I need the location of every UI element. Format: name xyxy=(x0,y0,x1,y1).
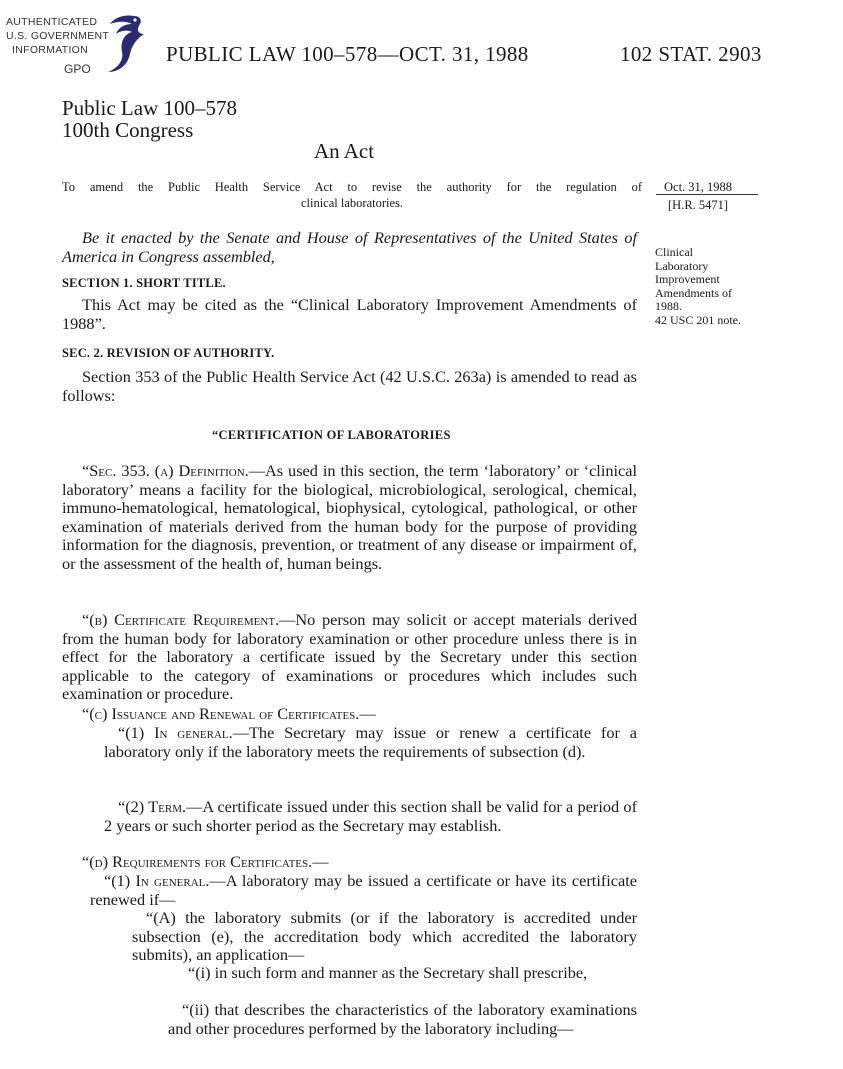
margin-bill-number: [H.R. 5471] xyxy=(668,198,729,212)
subsection-d xyxy=(62,853,637,872)
subsection-a-heading: “Sec. 353. (a) Definition. xyxy=(82,461,249,480)
running-head-statute: 102 STAT. 2903 xyxy=(620,42,762,66)
margin-date: Oct. 31, 1988 xyxy=(664,180,733,194)
certification-heading: “CERTIFICATION OF LABORATORIES xyxy=(212,428,451,442)
subsection-d-dash: — xyxy=(312,852,329,871)
running-head-law: PUBLIC LAW 100–578—OCT. 31, 1988 xyxy=(166,42,529,66)
paragraph-d1-text: —A laboratory may be issued a certificate or have its certificate renewed if— xyxy=(90,871,637,909)
paragraph-c2-text: —A certificate issued under this section shall be valid for a period of 2 years or such shorter period as the Secretary may establish. xyxy=(104,797,637,835)
margin-subject-line: Clinical xyxy=(655,245,693,259)
section-2-text: Section 353 of the Public Health Service Act (42 U.S.C. 263a) is amended to read as follows: xyxy=(62,367,637,405)
margin-subject-line: Amendments of xyxy=(655,285,732,300)
subsection-b xyxy=(62,611,637,704)
purpose-line-2: clinical laboratories. xyxy=(300,196,404,210)
paragraph-d1-heading: “(1) In general. xyxy=(104,871,210,890)
margin-subject-line: Laboratory xyxy=(655,258,709,273)
eagle-icon xyxy=(94,12,146,76)
clause-d1a-i: “(i) in such form and manner as the Secretary shall prescribe, xyxy=(188,963,588,982)
paragraph-c1-text: —The Secretary may issue or renew a certificate for a laboratory only if the laboratory meets the requirements of subsection (d). xyxy=(104,723,637,761)
act-title: An Act xyxy=(314,139,375,163)
subsection-c-dash: — xyxy=(359,704,376,723)
logo-text-gpo: GPO xyxy=(64,62,91,76)
section-1-text: This Act may be cited as the “Clinical Laboratory Improvement Amendments of 1988”. xyxy=(62,295,637,333)
logo-text-government: U.S. GOVERNMENT xyxy=(6,30,110,42)
paragraph-c2 xyxy=(104,798,637,835)
subsection-c-heading: “(c) Issuance and Renewal of Certificates. xyxy=(82,704,360,723)
purpose-line-1: To amend the Public Health Service Act to revise the authority for the regulation of xyxy=(62,180,642,194)
logo-text-authenticated: AUTHENTICATED xyxy=(6,16,98,28)
margin-rule xyxy=(656,194,758,195)
act-purpose xyxy=(62,179,642,211)
subsection-a-text: —As used in this section, the term ‘laboratory’ or ‘clinical laboratory’ means a facility for the biological, microbiological, serological, chemical, immuno-hematological, hematological, biophysical, cytological, pathological, or other examination of materials derived from the human body for the purpose of providing information for the diagnosis, prevention, or treatment of any disease or impairment of, or the assessment of the health of, human beings. xyxy=(62,461,637,573)
margin-usc-note: 42 USC 201 note. xyxy=(655,312,742,327)
enacting-clause: Be it enacted by the Senate and House of Representatives of the United States of America in Congress assembled, xyxy=(62,228,637,266)
subsection-b-text: —No person may solicit or accept materials derived from the human body for laboratory examination or other procedure unless there is in effect for the laboratory a certificate issued by the Secretary under this section applicable to the category of examinations or procedures which includes such examination or procedure. xyxy=(62,610,637,704)
subsection-b-heading: “(b) Certificate Requirement. xyxy=(82,610,280,629)
clause-d1a-ii: “(ii) that describes the characteristics of the laboratory examinations and other procedures performed by the laboratory including— xyxy=(168,1000,637,1038)
paragraph-d1 xyxy=(90,872,637,909)
congress-number: 100th Congress xyxy=(62,118,194,142)
public-law-number: Public Law 100–578 xyxy=(62,96,237,120)
subsection-c xyxy=(62,705,637,724)
paragraph-c1-heading: “(1) In general. xyxy=(118,723,233,742)
section-2-heading: SEC. 2. REVISION OF AUTHORITY. xyxy=(62,346,275,360)
margin-subject-note xyxy=(655,246,785,327)
margin-subject-line: 1988. xyxy=(655,299,682,313)
paragraph-c2-heading: “(2) Term. xyxy=(118,797,187,816)
margin-subject-line: Improvement xyxy=(655,272,720,286)
subsection-d-heading: “(d) Requirements for Certificates. xyxy=(82,852,313,871)
subsection-a xyxy=(62,462,637,574)
gpo-authentication-logo xyxy=(6,8,146,76)
paragraph-c1 xyxy=(104,724,637,761)
subparagraph-d1a: “(A) the laboratory submits (or if the laboratory is accredited under subsection (e), the accreditation body which accredited the laboratory submits), an application— xyxy=(132,908,637,965)
section-1-heading: SECTION 1. SHORT TITLE. xyxy=(62,276,226,290)
logo-text-information: INFORMATION xyxy=(12,44,89,56)
